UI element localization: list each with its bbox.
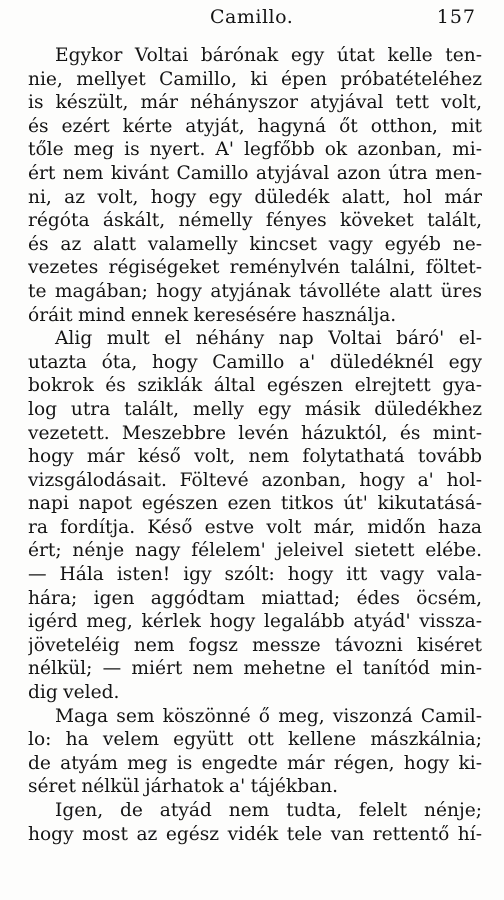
text-line: — Hála isten! igy szólt: hogy itt vagy vala- (28, 564, 482, 586)
text-line: dig veled. (28, 682, 120, 704)
text-line: te magában; hogy atyjának távolléte alatt üres (28, 280, 482, 302)
text-line: ért; nénje nagy félelem' jeleivel sietett elébe. (28, 540, 482, 562)
text-line: és ezért kérte atyját, hagyná őt otthon, mit (28, 115, 482, 137)
text-line: log utra talált, melly egy másik düledékhez (28, 398, 482, 420)
text-line: óráit mind ennek keresésére használja. (28, 304, 397, 326)
running-head (0, 6, 504, 32)
text-line: séret nélkül járhatok a' tájékban. (28, 776, 339, 798)
text-line: bokrok és sziklák által egészen elrejtett gya- (28, 375, 482, 397)
text-line: Maga sem köszönné ő meg, viszonzá Camil- (55, 705, 482, 727)
text-line: ért nem kivánt Camillo atyjával azon útra men- (28, 162, 482, 184)
text-line: vizsgálodásait. Föltevé azonban, hogy a' hol- (28, 469, 482, 491)
text-line: Alig mult el néhány nap Voltai báró' el- (55, 328, 482, 350)
text-line: igérd meg, kérlek hogy legalább atyád' vissza- (28, 611, 482, 633)
text-line: tőle meg is nyert. A' legfőbb ok azonban, mi- (28, 139, 482, 161)
text-line: ni, az volt, hogy egy düledék alatt, hol már (28, 186, 482, 208)
text-line: hára; igen aggódtam miattad; édes öcsém, (28, 587, 482, 609)
text-line: nie, mellyet Camillo, ki épen próbatételéhez (28, 68, 482, 90)
text-line: napi napot egészen ezen titkos út' kikutatásá- (28, 493, 482, 515)
text-line: ra fordítja. Késő estve volt már, midőn haza (28, 516, 482, 538)
text-line: de atyám meg is engedte már régen, hogy ki- (28, 752, 482, 774)
text-line: és az alatt valamelly kincset vagy egyéb ne- (28, 233, 482, 255)
text-line: jöveteléig nem fogsz messze távozni kiséret (28, 634, 482, 656)
text-line: utazta óta, hogy Camillo a' düledéknél egy (28, 351, 482, 373)
text-line: Igen, de atyád nem tudta, felelt nénje; (55, 800, 482, 821)
text-line: hogy már késő volt, nem folytathatá tovább (28, 446, 482, 468)
text-line: lo: ha velem együtt ott kellene mászkálnia; (28, 729, 482, 751)
text-line: hogy most az egész vidék tele van rettentő hí- (28, 823, 482, 845)
page-number: 157 (436, 6, 476, 28)
body-text (28, 44, 482, 846)
text-line: is készült, már néhányszor atyjával tett volt, (28, 92, 482, 114)
text-line: Egykor Voltai bárónak egy útat kelle ten- (55, 45, 482, 66)
text-line: vezetett. Meszebbre levén házuktól, és mint- (28, 422, 482, 444)
text-line: nélkül; — miért nem mehetne el tanítód min- (28, 658, 482, 680)
running-title: Camillo. (210, 6, 294, 28)
text-line: régóta áskált, némelly fényes köveket talált, (28, 210, 482, 232)
text-line: vezetes régiségeket reménylvén találni, föltet- (28, 257, 482, 279)
